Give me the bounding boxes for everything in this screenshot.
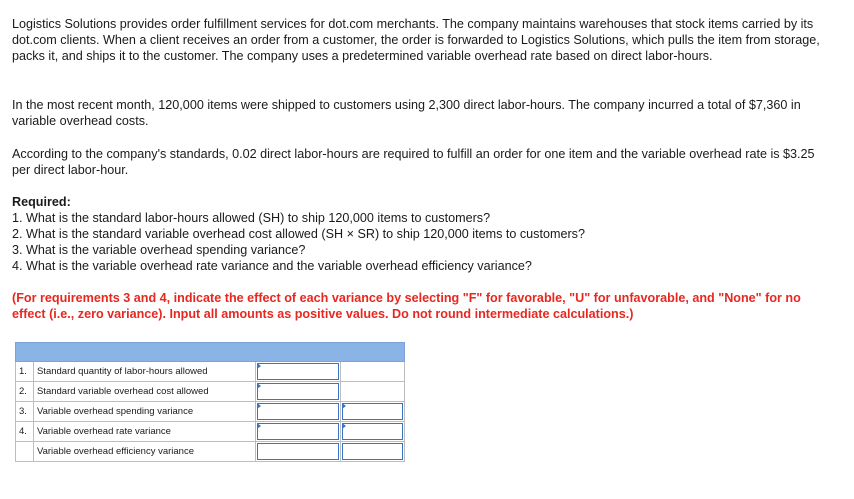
required-item-3: 3. What is the variable overhead spending variance? xyxy=(12,243,306,257)
cell-marker-icon xyxy=(342,423,346,429)
rate-variance-input[interactable] xyxy=(257,423,339,440)
cell-marker-icon xyxy=(342,403,346,409)
effect-cell xyxy=(341,422,405,441)
problem-paragraph-2: In the most recent month, 120,000 items were shipped to customers using 2,300 direct labor-hours. The company incurred a total of $7,360 in variable overhead costs. xyxy=(12,98,801,128)
required-title: Required: xyxy=(12,195,71,209)
row-label: Standard quantity of labor-hours allowed xyxy=(34,362,256,381)
spending-variance-input[interactable] xyxy=(257,403,339,420)
table-row-3 xyxy=(15,402,405,422)
row-label: Variable overhead efficiency variance xyxy=(34,442,256,461)
row-number: 3. xyxy=(16,402,34,421)
amount-cell xyxy=(256,442,341,461)
problem-paragraph-3: According to the company's standards, 0.02 direct labor-hours are required to fulfill an order for one item and the variable overhead rate is $3.25 per direct labor-hour. xyxy=(12,147,815,177)
required-item-4: 4. What is the variable overhead rate variance and the variable overhead efficiency variance? xyxy=(12,259,532,273)
effect-cell xyxy=(341,382,405,401)
effect-cell xyxy=(341,362,405,381)
problem-paragraph-1: Logistics Solutions provides order fulfillment services for dot.com merchants. The company maintains warehouses that stock items carried by its dot.com clients. When a client receives an order from a customer, the order is forwarded to Logistics Solutions, which pulls the item from storage, packs it, and ships it to the customer. The company uses a predetermined variable overhead rate based on direct labor-hours. xyxy=(12,17,820,63)
cell-marker-icon xyxy=(257,363,261,369)
amount-cell xyxy=(256,362,341,381)
cell-marker-icon xyxy=(257,383,261,389)
amount-cell xyxy=(256,402,341,421)
row-label: Variable overhead rate variance xyxy=(34,422,256,441)
instruction-note: (For requirements 3 and 4, indicate the effect of each variance by selecting "F" for favorable, "U" for unfavorable, and "None" for no effect (i.e., zero variance). Input all amounts as positive values. Do not round intermediate calculations.) xyxy=(12,291,801,321)
required-item-1: 1. What is the standard labor-hours allowed (SH) to ship 120,000 items to customers? xyxy=(12,211,491,225)
row-number: 1. xyxy=(16,362,34,381)
efficiency-variance-input[interactable] xyxy=(257,443,339,460)
row-label: Variable overhead spending variance xyxy=(34,402,256,421)
row-number: 2. xyxy=(16,382,34,401)
answer-table xyxy=(15,342,405,462)
amount-cell xyxy=(256,422,341,441)
table-row-1 xyxy=(15,362,405,382)
effect-cell xyxy=(341,442,405,461)
effect-cell xyxy=(341,402,405,421)
amount-cell xyxy=(256,382,341,401)
row-label: Standard variable overhead cost allowed xyxy=(34,382,256,401)
rate-effect-select[interactable] xyxy=(342,423,403,440)
standard-cost-input[interactable] xyxy=(257,383,339,400)
row-number xyxy=(16,442,34,461)
efficiency-effect-select[interactable] xyxy=(342,443,403,460)
cell-marker-icon xyxy=(257,423,261,429)
table-row-2 xyxy=(15,382,405,402)
table-header xyxy=(15,342,405,362)
table-row-4 xyxy=(15,422,405,442)
row-number: 4. xyxy=(16,422,34,441)
table-row-5 xyxy=(15,442,405,462)
spending-effect-select[interactable] xyxy=(342,403,403,420)
cell-marker-icon xyxy=(257,403,261,409)
sh-amount-input[interactable] xyxy=(257,363,339,380)
required-item-2: 2. What is the standard variable overhead cost allowed (SH × SR) to ship 120,000 items to customers? xyxy=(12,227,585,241)
required-section xyxy=(12,194,820,274)
